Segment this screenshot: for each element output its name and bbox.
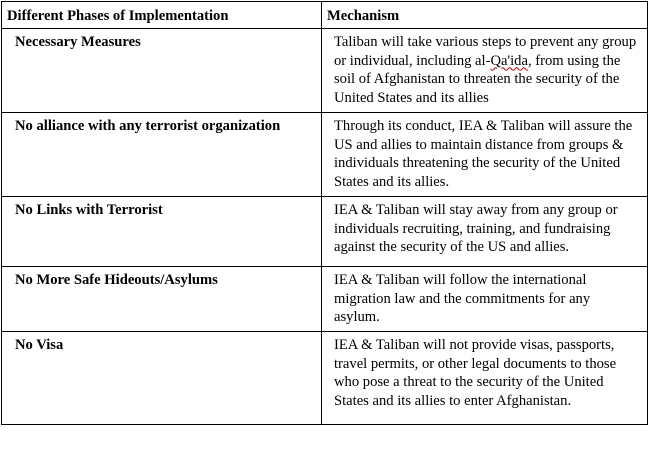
mechanism-cell: Through its conduct, IEA & Taliban will assure the US and allies to maintain distance from groups & individuals threatening the security of the United States and its allies. (322, 113, 648, 197)
phase-cell: No alliance with any terrorist organization (2, 113, 322, 197)
spellcheck-flagged-word: Qa'ida (490, 52, 528, 69)
mechanism-cell: IEA & Taliban will not provide visas, passports, travel permits, or other legal documents to those who pose a threat to the security of the United States and its allies to enter Afghanistan. (322, 332, 648, 425)
mechanism-cell: Taliban will take various steps to prevent any group or individual, including al-Qa'ida, from using the soil of Afghanistan to threaten the security of the United States and its allies (322, 29, 648, 113)
header-phases: Different Phases of Implementation (2, 2, 322, 29)
header-mechanism: Mechanism (322, 2, 648, 29)
table-row (2, 113, 648, 197)
table-row (2, 332, 648, 425)
mechanism-cell: IEA & Taliban will stay away from any group or individuals recruiting, training, and fundraising against the security of the US and allies. (322, 197, 648, 267)
phase-cell: No Links with Terrorist (2, 197, 322, 267)
table-row (2, 197, 648, 267)
table-row (2, 29, 648, 113)
phase-cell: No Visa (2, 332, 322, 425)
table-header-row (2, 2, 648, 29)
implementation-table (1, 1, 648, 425)
phase-cell: No More Safe Hideouts/Asylums (2, 267, 322, 332)
table-row (2, 267, 648, 332)
mechanism-cell: IEA & Taliban will follow the international migration law and the commitments for any asylum. (322, 267, 648, 332)
phase-cell: Necessary Measures (2, 29, 322, 113)
